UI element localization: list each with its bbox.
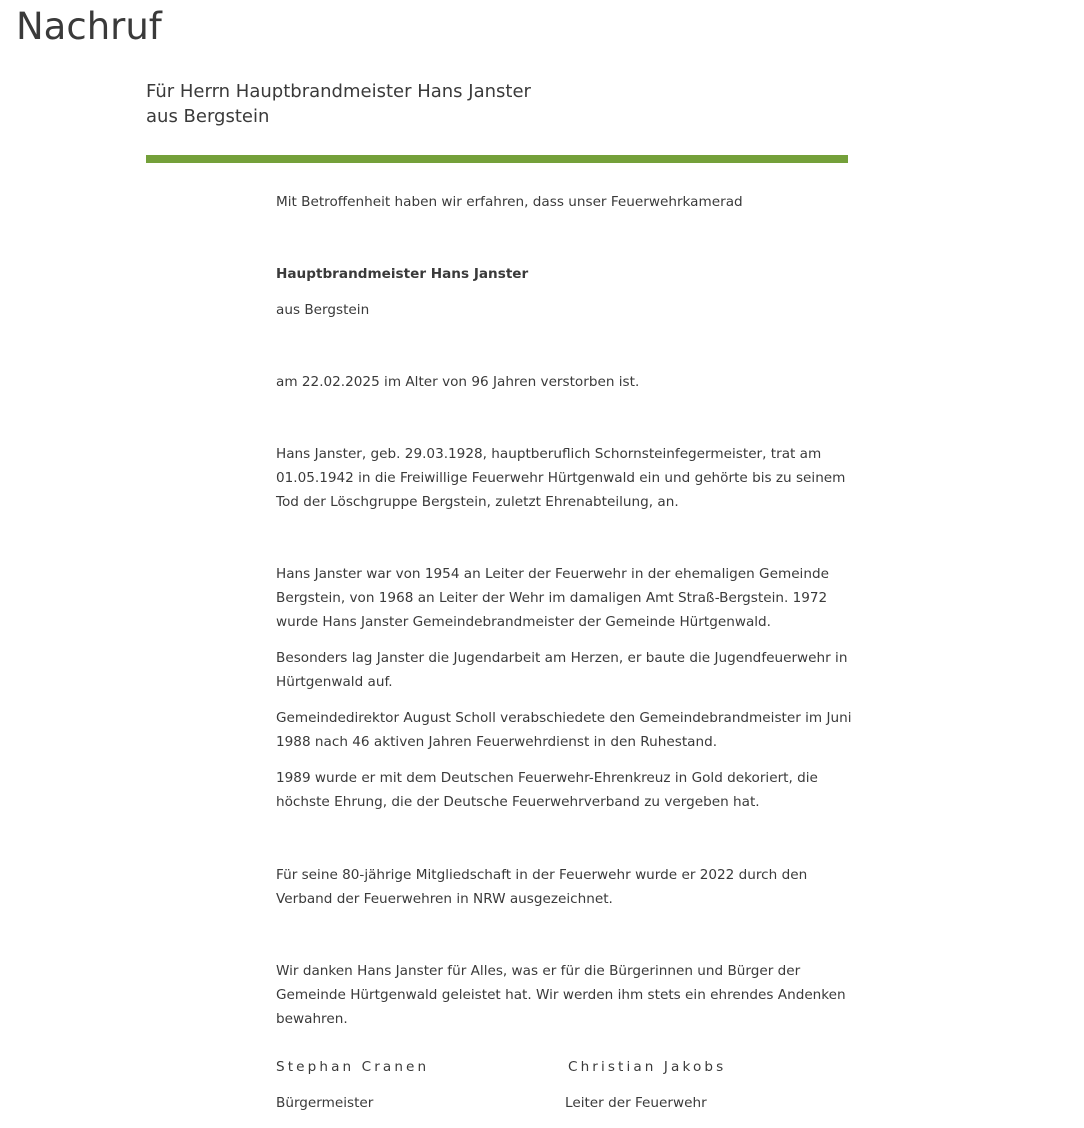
biography-paragraph-1: Hans Janster, geb. 29.03.1928, hauptberuflich Schornsteinfegermeister, trat am 01.05.1942 in die Freiwillige Feuerwehr Hürtgenwald ein und gehörte bis zu seinem Tod der Löschgruppe Bergstein, zuletzt Ehrenabteilung, an. bbox=[276, 446, 846, 510]
intro-paragraph: Mit Betroffenheit haben wir erfahren, dass unser Feuerwehrkamerad bbox=[276, 194, 743, 210]
biography-paragraph-3: Besonders lag Janster die Jugendarbeit am Herzen, er baute die Jugendfeuerwehr in Hürtgenwald auf. bbox=[276, 650, 848, 690]
subtitle-line-name: Für Herrn Hauptbrandmeister Hans Janster bbox=[146, 81, 531, 102]
signature-role-fire-chief: Leiter der Feuerwehr bbox=[565, 1095, 707, 1111]
signature-name-fire-chief: Christian Jakobs bbox=[568, 1059, 727, 1075]
page-title: Nachruf bbox=[16, 5, 162, 48]
biography-paragraph-6: Für seine 80-jährige Mitgliedschaft in der Feuerwehr wurde er 2022 durch den Verband der Feuerwehren in NRW ausgezeichnet. bbox=[276, 867, 808, 907]
accent-divider bbox=[146, 155, 848, 163]
death-date-paragraph: am 22.02.2025 im Alter von 96 Jahren verstorben ist. bbox=[276, 374, 640, 390]
biography-paragraph-2: Hans Janster war von 1954 an Leiter der Feuerwehr in der ehemaligen Gemeinde Bergstein, von 1968 an Leiter der Wehr im damaligen Amt Straß-Bergstein. 1972 wurde Hans Janster Gemeindebrandmeister der Gemeinde Hürtgenwald. bbox=[276, 566, 829, 630]
biography-paragraph-4: Gemeindedirektor August Scholl verabschiedete den Gemeindebrandmeister im Juni 1988 nach 46 aktiven Jahren Feuerwehrdienst in den Ruhestand. bbox=[276, 710, 852, 750]
signature-role-mayor: Bürgermeister bbox=[276, 1095, 374, 1111]
subtitle-line-origin: aus Bergstein bbox=[146, 106, 270, 127]
deceased-origin: aus Bergstein bbox=[276, 302, 370, 318]
obituary-subtitle bbox=[146, 79, 846, 129]
deceased-name: Hauptbrandmeister Hans Janster bbox=[276, 266, 529, 282]
biography-paragraph-5: 1989 wurde er mit dem Deutschen Feuerwehr-Ehrenkreuz in Gold dekoriert, die höchste Ehrung, die der Deutsche Feuerwehrverband zu vergeben hat. bbox=[276, 770, 818, 810]
signature-name-mayor: Stephan Cranen bbox=[276, 1059, 430, 1075]
thanks-paragraph: Wir danken Hans Janster für Alles, was er für die Bürgerinnen und Bürger der Gemeinde Hürtgenwald geleistet hat. Wir werden ihm stets ein ehrendes Andenken bewahren. bbox=[276, 963, 846, 1027]
